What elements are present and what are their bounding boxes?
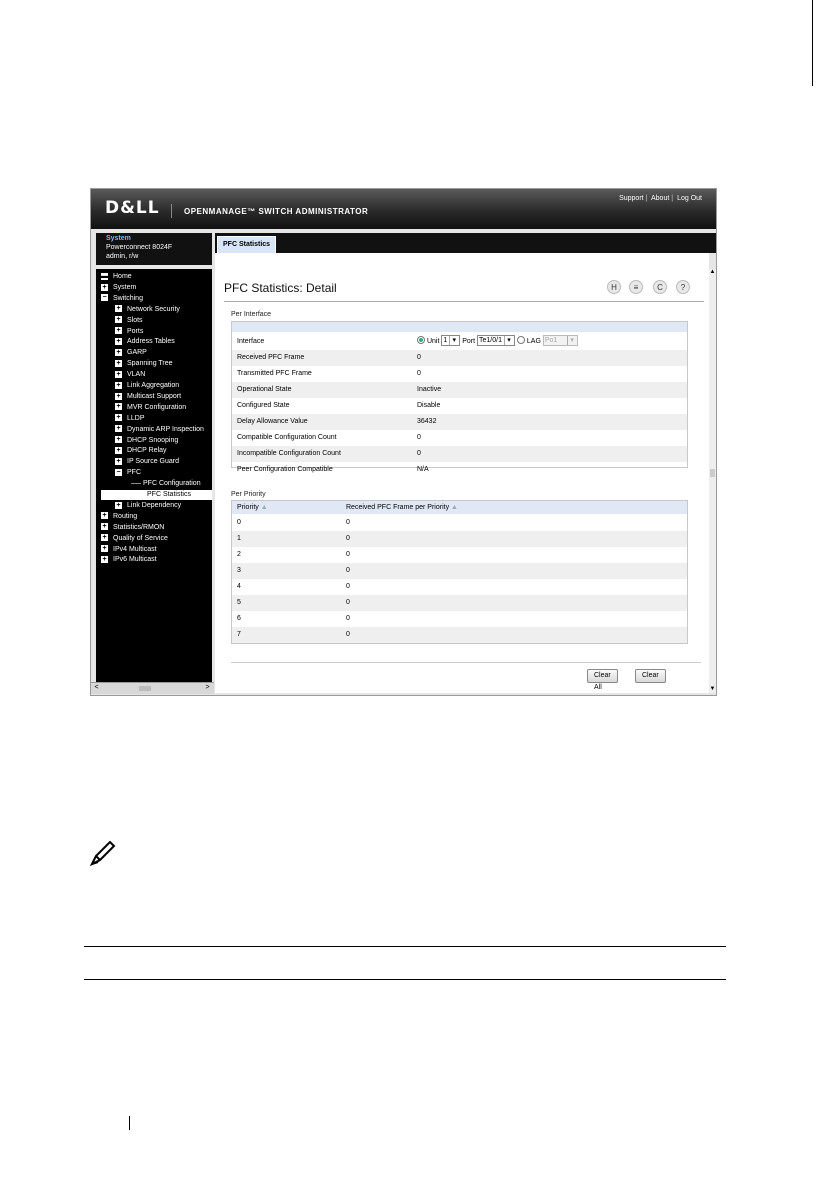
table-row — [232, 579, 687, 595]
table-rule-top — [84, 946, 726, 947]
per-interface-label: Per Interface — [231, 311, 272, 318]
expand-icon[interactable]: + — [116, 436, 121, 444]
expand-icon[interactable]: + — [116, 327, 121, 335]
expand-icon[interactable]: + — [102, 523, 107, 531]
expand-icon[interactable]: + — [116, 359, 121, 367]
nav-item-dhcp-snooping[interactable] — [115, 436, 178, 446]
table-row — [232, 414, 687, 430]
priority-cell: 5 — [237, 599, 241, 606]
priority-cell: 3 — [237, 567, 241, 574]
chevron-down-icon: ▾ — [449, 336, 458, 345]
priority-cell: 2 — [237, 551, 241, 558]
priority-cell: 4 — [237, 583, 241, 590]
priority-cell: 7 — [237, 631, 241, 638]
row-value: 0 — [417, 450, 421, 457]
row-key: Incompatible Configuration Count — [237, 450, 341, 457]
table-row — [232, 366, 687, 382]
nav-item-switching[interactable] — [101, 294, 143, 304]
nav-item-label: PFC Statistics — [147, 491, 191, 498]
table-row — [232, 430, 687, 446]
row-value: 0 — [417, 354, 421, 361]
nav-item-label: Dynamic ARP Inspection — [127, 425, 204, 433]
per-priority-label: Per Priority — [231, 491, 266, 498]
count-cell: 0 — [346, 583, 350, 590]
nav-item-vlan[interactable] — [115, 370, 145, 380]
expand-icon[interactable]: + — [102, 283, 107, 291]
expand-icon[interactable]: + — [116, 425, 121, 433]
expand-icon[interactable]: + — [116, 501, 121, 509]
table-row — [232, 350, 687, 366]
expand-icon[interactable]: + — [116, 338, 121, 346]
sort-icon: ▲ — [260, 504, 268, 511]
lag-select[interactable]: Po1 ▾ — [543, 335, 578, 346]
expand-icon[interactable]: + — [116, 447, 121, 455]
nav-item-label: DHCP Relay — [127, 447, 167, 455]
nav-item-label: Switching — [113, 294, 143, 302]
nav-item-label: Routing — [113, 512, 138, 520]
expand-icon[interactable]: + — [116, 392, 121, 400]
chevron-down-icon: ▾ — [504, 336, 513, 345]
main-vertical-scrollbar[interactable] — [709, 269, 716, 693]
save-icon[interactable]: H — [607, 280, 621, 294]
table-row — [232, 382, 687, 398]
sort-icon: ▲ — [451, 504, 458, 511]
nav-item-statistics-rmon[interactable] — [101, 523, 164, 533]
nav-item-spanning-tree[interactable] — [115, 359, 173, 369]
app-title: OPENMANAGE™ SWITCH ADMINISTRATOR — [184, 207, 369, 216]
nav-item-pfc-configuration[interactable] — [131, 479, 201, 489]
expand-icon[interactable]: + — [116, 316, 121, 324]
nav-item-label: Network Security — [127, 305, 180, 313]
scroll-thumb[interactable] — [139, 686, 151, 691]
nav-item-pfc-statistics[interactable] — [101, 490, 212, 500]
expand-icon[interactable]: + — [102, 534, 107, 542]
nav-item-label: IP Source Guard — [127, 458, 180, 466]
page-title: PFC Statistics: Detail — [224, 281, 337, 295]
nav-item-label: Link Aggregation — [127, 382, 180, 389]
logout-link[interactable]: Log Out — [677, 195, 702, 202]
row-value: Disable — [417, 402, 441, 409]
table-row — [232, 515, 687, 531]
header-banner — [91, 189, 716, 229]
nav-item-pfc[interactable] — [115, 468, 141, 478]
interface-selector — [417, 334, 578, 350]
priority-header — [232, 501, 687, 514]
table-rule-bottom — [84, 979, 726, 980]
nav-item-label: Quality of Service — [113, 534, 168, 542]
nav-item-label: System — [113, 283, 137, 291]
nav-item-label: MVR Configuration — [127, 403, 187, 411]
support-link[interactable]: Support — [619, 195, 644, 202]
system-info-box — [96, 233, 212, 265]
row-value: N/A — [417, 466, 429, 473]
expand-icon[interactable]: + — [116, 381, 121, 389]
port-select[interactable]: Te1/0/1 ▾ — [477, 335, 515, 346]
nav-horizontal-scrollbar[interactable] — [91, 682, 214, 694]
nav-item-label: Statistics/RMON — [113, 523, 165, 531]
table-row — [232, 398, 687, 414]
nav-item-dynamic-arp-inspection[interactable] — [115, 425, 204, 435]
nav-item-home[interactable] — [101, 272, 132, 282]
nav-item-link-aggregation[interactable] — [115, 381, 179, 391]
chevron-down-icon: ▾ — [567, 336, 576, 345]
expand-icon[interactable]: + — [102, 545, 107, 553]
refresh-icon[interactable]: C — [653, 280, 667, 294]
nav-item-label: PFC — [127, 469, 141, 477]
scroll-left-icon[interactable]: < — [94, 684, 99, 691]
nav-item-ip-source-guard[interactable] — [115, 457, 179, 467]
row-key: Peer Configuration Compatible — [237, 466, 333, 473]
scroll-up-icon[interactable]: ▲ — [709, 269, 716, 275]
nav-item-mvr-configuration[interactable] — [115, 403, 186, 413]
count-cell: 0 — [346, 567, 350, 574]
scroll-right-icon[interactable]: > — [205, 684, 210, 691]
collapse-icon[interactable]: − — [102, 294, 107, 302]
table-row — [232, 446, 687, 462]
unit-label: Unit — [426, 338, 440, 345]
nav-item-label: Address Tables — [127, 338, 175, 346]
row-key: Transmitted PFC Frame — [237, 370, 312, 377]
row-key: Operational State — [237, 386, 292, 393]
tab-pfc-statistics[interactable]: PFC Statistics — [217, 236, 276, 253]
port-label: Port — [462, 338, 476, 345]
received-per-priority-column-header[interactable]: Received PFC Frame per Priority ▲ — [346, 504, 458, 511]
nav-item-label: Link Dependency — [127, 501, 182, 509]
nav-item-label: Home — [113, 273, 132, 280]
nav-item-label: PFC Configuration — [143, 480, 201, 488]
nav-item-link-dependency[interactable] — [115, 501, 181, 511]
expand-icon[interactable]: + — [116, 403, 121, 411]
count-cell: 0 — [346, 535, 350, 542]
nav-item-ipv4-multicast[interactable] — [101, 545, 157, 555]
home-icon[interactable]: ▬ — [101, 272, 108, 280]
system-model: Powerconnect 8024F — [106, 244, 173, 251]
table-row — [232, 595, 687, 611]
priority-column-header[interactable]: Priority ▲ — [237, 504, 268, 511]
table-row — [232, 611, 687, 627]
row-key: Received PFC Frame — [237, 354, 305, 361]
collapse-icon[interactable]: − — [116, 468, 121, 476]
table-row — [232, 531, 687, 547]
row-value: 0 — [417, 434, 421, 441]
table-row — [232, 563, 687, 579]
row-key: Configured State — [237, 402, 290, 409]
nav-item-label: IPv4 Multicast — [113, 545, 157, 553]
note-pencil-icon — [88, 838, 118, 868]
screenshot-window — [90, 188, 717, 696]
nav-item-label: DHCP Snooping — [127, 436, 179, 444]
system-user: admin, r/w — [106, 253, 139, 260]
nav-item-label: Spanning Tree — [127, 360, 173, 368]
nav-item-label: VLAN — [127, 371, 146, 379]
nav-item-address-tables[interactable] — [115, 337, 175, 347]
nav-item-garp[interactable] — [115, 348, 147, 358]
scroll-thumb[interactable] — [710, 469, 715, 477]
count-cell: 0 — [346, 599, 350, 606]
top-links: Support | About | Log Out — [619, 195, 702, 202]
clear-all-button[interactable]: Clear All — [587, 669, 618, 683]
nav-item-ports[interactable] — [115, 327, 143, 337]
scroll-down-icon[interactable]: ▼ — [709, 686, 716, 692]
main-panel — [215, 253, 709, 693]
nav-item-label: LLDP — [127, 414, 145, 422]
nav-item-label: Slots — [127, 316, 143, 324]
footer-rule — [129, 1116, 130, 1130]
nav-item-label: Ports — [127, 327, 144, 335]
nav-item-multicast-support[interactable] — [115, 392, 181, 402]
nav-item-network-security[interactable] — [115, 305, 180, 315]
page-margin-rule — [812, 0, 813, 86]
expand-icon[interactable]: + — [116, 348, 121, 356]
tab-bar — [215, 233, 716, 253]
interface-label: Interface — [237, 338, 265, 345]
nav-item-label: Multicast Support — [127, 392, 182, 400]
expand-icon[interactable]: + — [116, 414, 121, 422]
nav-item-ipv6-multicast[interactable] — [101, 555, 157, 565]
row-value: 36432 — [417, 418, 437, 425]
priority-cell: 0 — [237, 519, 241, 526]
priority-cell: 1 — [237, 535, 241, 542]
nav-item-slots[interactable] — [115, 316, 143, 326]
table-row — [232, 547, 687, 563]
per-priority-table — [231, 500, 688, 644]
lag-label: LAG — [526, 338, 541, 345]
about-link[interactable]: About — [651, 195, 670, 202]
count-cell: 0 — [346, 615, 350, 622]
expand-icon[interactable]: + — [116, 457, 121, 465]
clear-button[interactable]: Clear — [635, 669, 666, 683]
nav-item-lldp[interactable] — [115, 414, 145, 424]
table-row — [232, 462, 687, 478]
row-value: Inactive — [417, 386, 442, 393]
dell-logo: D&LL — [105, 198, 160, 218]
interface-row — [232, 334, 687, 350]
unit-radio[interactable] — [417, 336, 425, 344]
system-title: System — [106, 235, 131, 242]
nav-item-system[interactable] — [101, 283, 136, 293]
help-icon[interactable]: ? — [676, 280, 690, 294]
per-interface-table — [231, 321, 688, 473]
nav-item-label: IPv6 Multicast — [113, 556, 157, 564]
nav-item-dhcp-relay[interactable] — [115, 446, 167, 456]
row-key: Compatible Configuration Count — [237, 434, 337, 441]
print-icon[interactable]: ≡ — [629, 280, 643, 294]
priority-cell: 6 — [237, 615, 241, 622]
row-key: Delay Allowance Value — [237, 418, 308, 425]
nav-item-routing[interactable] — [101, 512, 137, 522]
table-row — [232, 627, 687, 643]
nav-item-quality-of-service[interactable] — [101, 534, 168, 544]
expand-icon[interactable]: + — [102, 556, 107, 564]
count-cell: 0 — [346, 551, 350, 558]
count-cell: 0 — [346, 519, 350, 526]
nav-item-label: GARP — [127, 349, 147, 357]
expand-icon[interactable]: + — [102, 512, 107, 520]
row-value: 0 — [417, 370, 421, 377]
expand-icon[interactable]: + — [116, 305, 121, 313]
nav-tree — [96, 269, 212, 682]
lag-radio[interactable] — [517, 336, 525, 344]
count-cell: 0 — [346, 631, 350, 638]
unit-select[interactable]: 1 ▾ — [441, 335, 460, 346]
expand-icon[interactable]: + — [116, 370, 121, 378]
